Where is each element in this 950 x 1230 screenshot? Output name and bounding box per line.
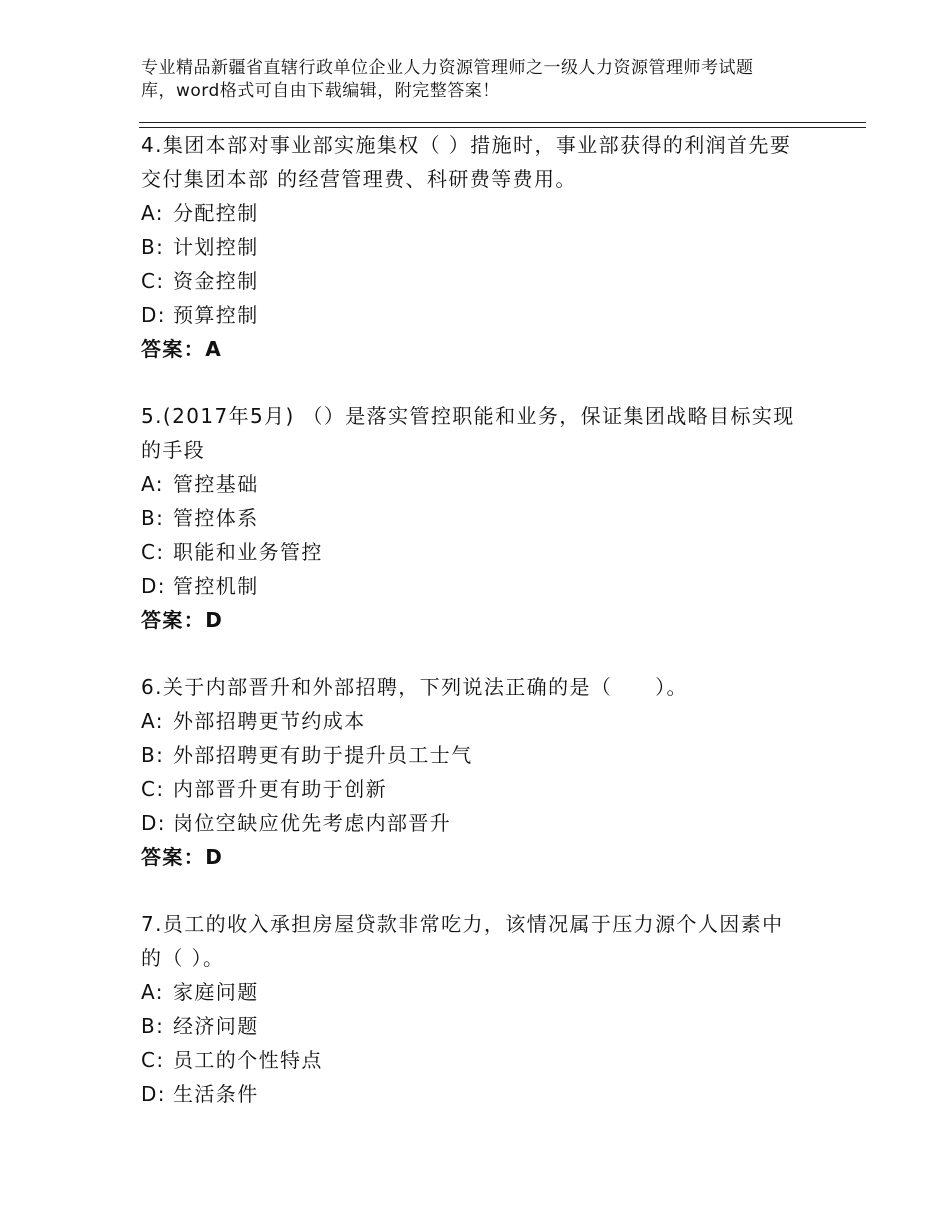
option-key: C:: [141, 540, 165, 564]
option-d: [141, 1077, 841, 1111]
option-d: [141, 806, 841, 840]
question-4: [141, 128, 841, 366]
option-key: C:: [141, 269, 165, 293]
option-key: B:: [141, 235, 165, 259]
option-d: [141, 569, 841, 603]
question-text-line: 的（ ）。: [141, 946, 225, 970]
option-b: [141, 738, 841, 772]
option-text: 资金控制: [173, 269, 259, 293]
question-text-line: 5.(2017年5月) （）是落实管控职能和业务，保证集团战略目标实现: [141, 404, 795, 428]
question-text-line: 交付集团本部 的经营管理费、科研费等费用。: [141, 167, 577, 191]
option-key: B:: [141, 506, 165, 530]
option-a: [141, 704, 841, 738]
option-key: D:: [141, 811, 166, 835]
option-a: [141, 196, 841, 230]
option-text: 生活条件: [173, 1082, 259, 1106]
option-key: A:: [141, 709, 164, 733]
header-divider-top: [139, 122, 866, 123]
option-text: 预算控制: [173, 303, 259, 327]
spacer: [141, 637, 841, 670]
question-text-line: 4.集团本部对事业部实施集权（ ）措施时，事业部获得的利润首先要: [141, 133, 792, 157]
option-a: [141, 975, 841, 1009]
question-5: [141, 399, 841, 637]
option-key: C:: [141, 777, 165, 801]
answer-label: 答案：D: [141, 845, 224, 869]
option-text: 分配控制: [173, 201, 259, 225]
option-text: 内部晋升更有助于创新: [173, 777, 387, 801]
option-text: 外部招聘更节约成本: [173, 709, 366, 733]
option-c: [141, 772, 841, 806]
option-key: D:: [141, 303, 166, 327]
option-c: [141, 1043, 841, 1077]
option-key: C:: [141, 1048, 165, 1072]
option-key: B:: [141, 1014, 165, 1038]
option-text: 家庭问题: [173, 980, 259, 1004]
option-text: 外部招聘更有助于提升员工士气: [173, 743, 473, 767]
option-text: 职能和业务管控: [173, 540, 323, 564]
option-c: [141, 264, 841, 298]
spacer: [141, 874, 841, 907]
document-header: [141, 57, 841, 103]
option-text: 计划控制: [173, 235, 259, 259]
option-text: 管控体系: [173, 506, 259, 530]
option-text: 岗位空缺应优先考虑内部晋升: [173, 811, 452, 835]
option-text: 经济问题: [173, 1014, 259, 1038]
answer-label: 答案：A: [141, 337, 223, 361]
question-6: [141, 670, 841, 874]
spacer: [141, 366, 841, 399]
option-d: [141, 298, 841, 332]
option-c: [141, 535, 841, 569]
option-key: A:: [141, 472, 164, 496]
option-key: B:: [141, 743, 165, 767]
question-text-line: 6.关于内部晋升和外部招聘，下列说法正确的是（ ）。: [141, 675, 688, 699]
question-7: [141, 907, 841, 1111]
option-b: [141, 230, 841, 264]
option-a: [141, 467, 841, 501]
option-text: 管控基础: [173, 472, 259, 496]
question-list: [141, 128, 841, 1111]
header-line-2: 库，word格式可自由下载编辑，附完整答案！: [141, 81, 500, 101]
option-text: 管控机制: [173, 574, 259, 598]
option-key: A:: [141, 980, 164, 1004]
option-b: [141, 501, 841, 535]
option-text: 员工的个性特点: [173, 1048, 323, 1072]
question-text-line: 7.员工的收入承担房屋贷款非常吃力，该情况属于压力源个人因素中: [141, 912, 784, 936]
header-line-1: 专业精品新疆省直辖行政单位企业人力资源管理师之一级人力资源管理师考试题: [141, 58, 754, 78]
question-text-line: 的手段: [141, 438, 206, 462]
option-b: [141, 1009, 841, 1043]
option-key: A:: [141, 201, 164, 225]
option-key: D:: [141, 574, 166, 598]
answer-label: 答案：D: [141, 608, 224, 632]
option-key: D:: [141, 1082, 166, 1106]
